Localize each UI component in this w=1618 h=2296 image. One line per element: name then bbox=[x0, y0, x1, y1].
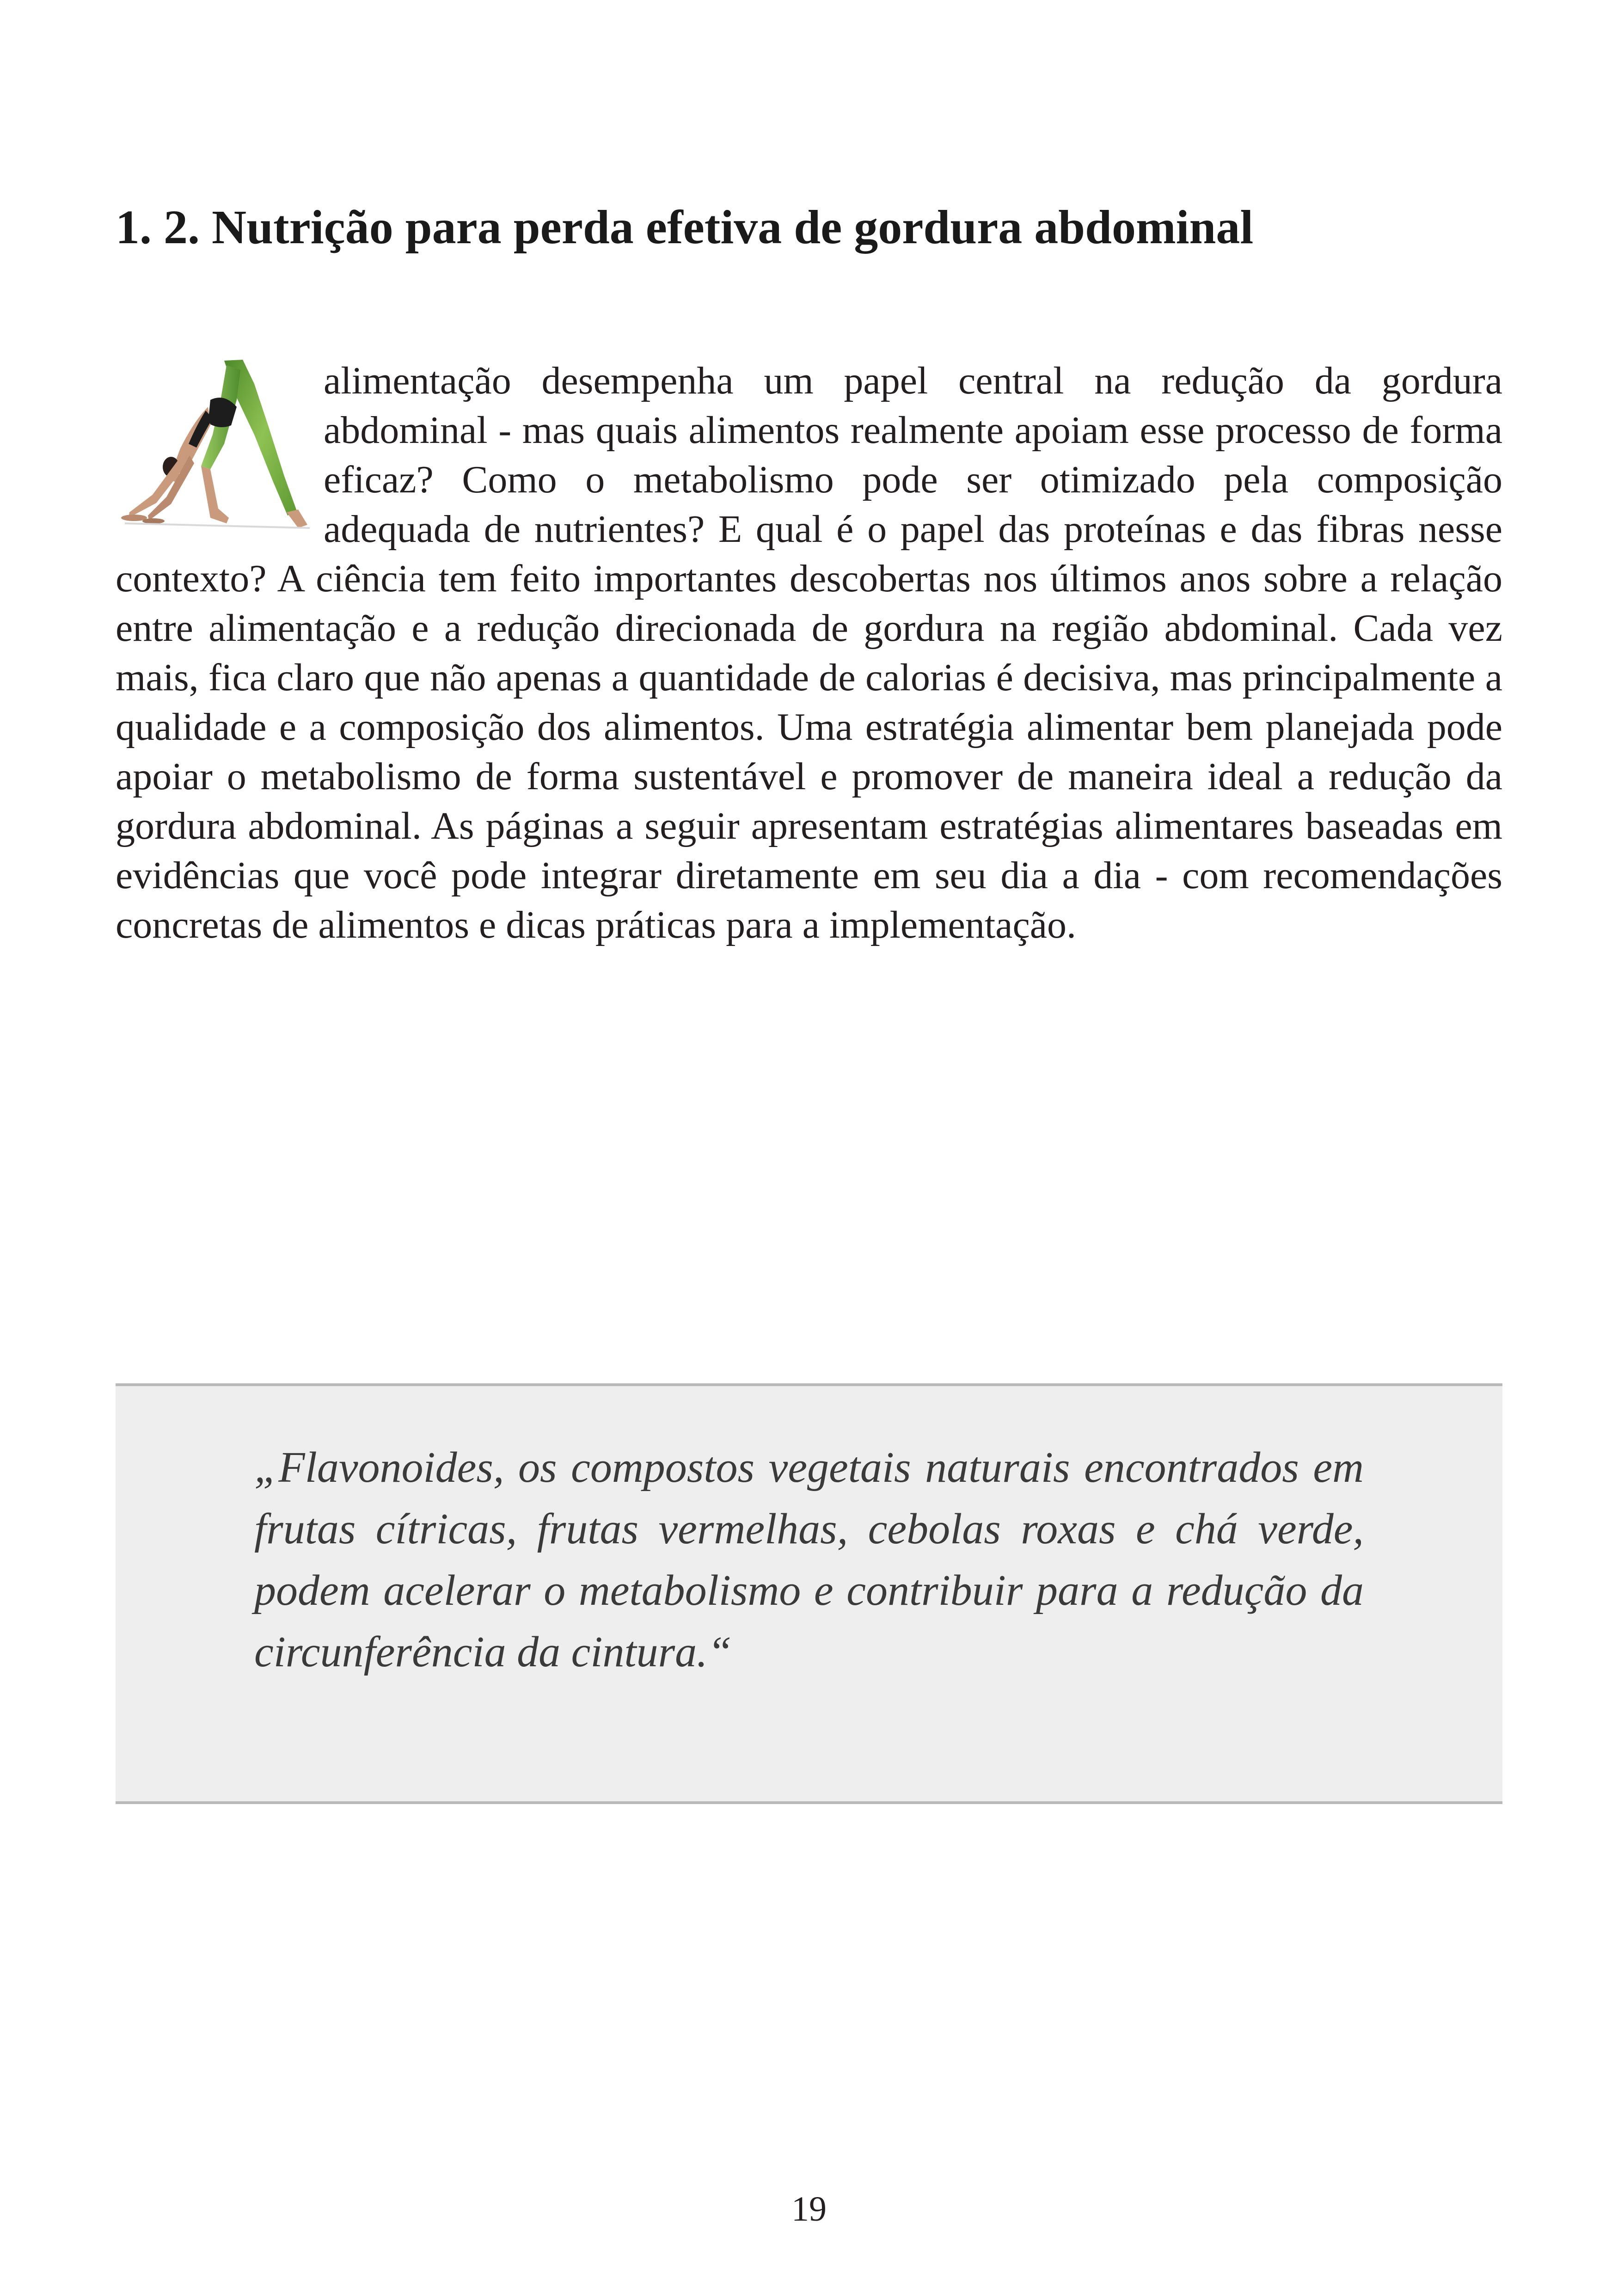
section-heading: 1. 2. Nutrição para perda efetiva de gordura abdominal bbox=[116, 201, 1254, 254]
body-text: alimentação desempenha um papel central na redução da gordura abdominal - mas quais alimentos realmente apoiam esse processo de forma eficaz? Como o metabolismo pode ser otimizado pela composição adequada de nutrientes? E qual é o papel das proteínas e das fibras nesse contexto? A ciência tem feito importantes descobertas nos últimos anos sobre a relação entre alimentação e a redução direcionada de gordura na região abdominal. Cada vez mais, fica claro que não apenas a quantidade de calorias é decisiva, mas principalmente a qualidade e a composição dos alimentos. Uma estratégia alimentar bem planejada pode apoiar o metabolismo de forma sustentável e promover de maneira ideal a redução da gordura abdominal. As páginas a seguir apresentam estratégias alimentares baseadas em evidências que você pode integrar diretamente em seu dia a dia - com recomendações concretas de alimentos e dicas práticas para a implementação. bbox=[116, 359, 1502, 946]
quote-text: „Flavonoides, os compostos vegetais naturais encontrados em frutas cítricas, frutas vermelhas, cebolas roxas e chá verde, podem acelerar o metabolismo e contribuir para a redução da circunferência da cintura.“ bbox=[254, 1443, 1364, 1676]
quote-box bbox=[116, 1383, 1502, 1804]
body-paragraph bbox=[116, 356, 1502, 950]
yoga-figure-dropcap-icon bbox=[116, 356, 314, 550]
page-number: 19 bbox=[791, 2190, 827, 2228]
